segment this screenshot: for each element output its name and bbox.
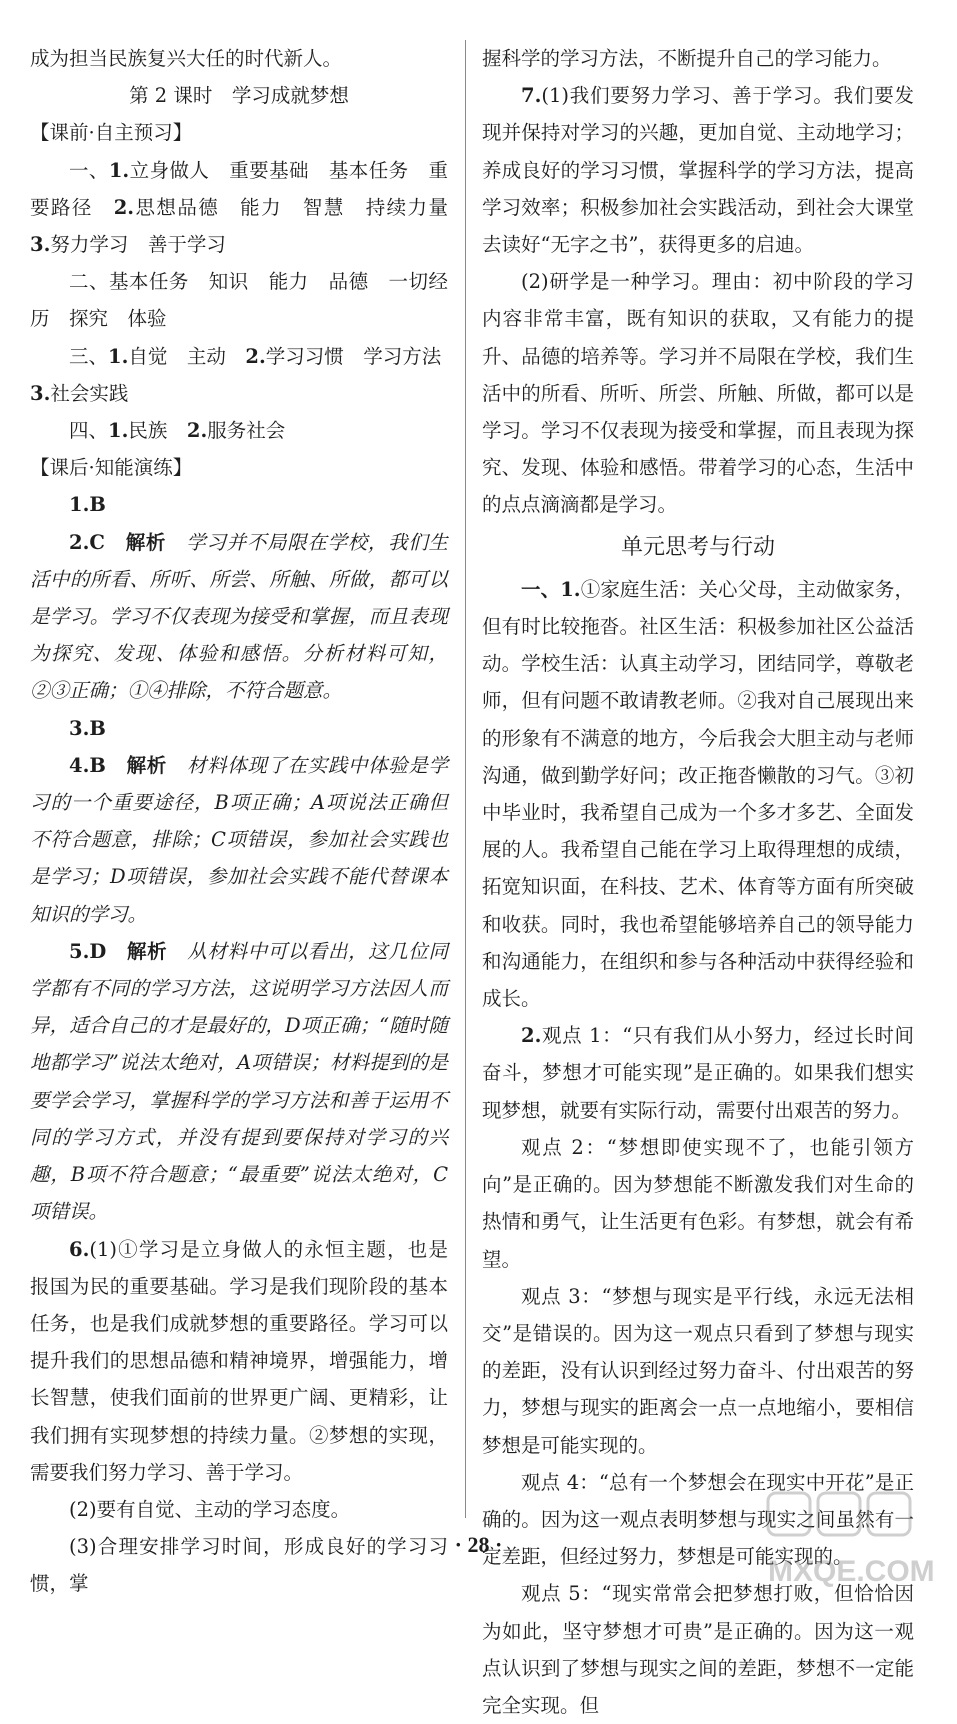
explanation-text: 从材料中可以看出，这几位同学都有不同的学习方法，这说明学习方法因人而异，适合自己的才是最好的，D项正确；“随时随地都学习”说法太绝对，A项错误；材料提到的是要学会学习，掌握科学的学习方法和善于运用不同的学习方式，并没有提到要保持对学习的兴趣，B项不符合题意；“最重要”说法太绝对，C项错误。 <box>30 939 448 1224</box>
answer-head: 2. <box>521 1024 542 1048</box>
item-number: 2. <box>186 419 208 443</box>
answer-paragraph: 观点 4：“总有一个梦想会在现实中开花”是正确的。因为这一观点表明梦想与现实之间虽然有一定差距，但经过努力，梦想是可能实现的。 <box>482 1470 914 1569</box>
item-label: 一、 <box>69 158 109 182</box>
answer-q4 <box>30 747 448 933</box>
watermark-logo <box>760 1485 950 1595</box>
answer-paragraph: (2)要有自觉、主动的学习态度。 <box>69 1497 351 1521</box>
left-column <box>30 40 468 1603</box>
answer-paragraph: 二、基本任务 知识 能力 品德 一切经历 探究 体验 <box>30 270 448 331</box>
answer-q1: 1.B <box>69 493 106 517</box>
answer-text: 自觉 主动 <box>128 344 246 368</box>
watermark-text: MXQE.COM <box>768 1555 935 1588</box>
answer-text: 思想品德 能力 智慧 持续力量 <box>134 195 468 219</box>
item-label: 三、 <box>69 344 109 368</box>
unit-title: 单元思考与行动 <box>620 534 775 560</box>
answer-head: 2.C 解析 <box>69 530 167 554</box>
text-line: 握科学的学习方法，不断提升自己的学习能力。 <box>482 47 892 70</box>
answer-q7 <box>482 77 914 263</box>
answer-text: 立身做人 重要基础 基本任务 重要路径 <box>30 158 448 219</box>
answer-head: 5.D 解析 <box>69 939 168 963</box>
item-number: 2. <box>245 344 266 368</box>
answer-q3: 3.B <box>69 716 106 740</box>
item-number: 1. <box>108 419 129 443</box>
item-number: 3. <box>30 233 51 257</box>
answer-head: 4.B 解析 <box>69 753 167 777</box>
answer-text: 学习习惯 学习方法 <box>265 344 442 368</box>
item-label: 四、 <box>69 419 109 443</box>
answer-head: 一、1. <box>521 577 581 601</box>
answer-text: 努力学习 善于学习 <box>50 233 226 257</box>
answer-u1 <box>482 571 914 1017</box>
answer-text: 观点 1：“只有我们从小努力，经过长时间奋斗，梦想才可能实现”是正确的。如果我们想实现梦想，就要有实际行动，需要付出艰苦的努力。 <box>482 1024 914 1122</box>
answer-paragraph <box>30 412 448 449</box>
section-heading-practice: 【课后·知能演练】 <box>30 456 193 480</box>
answer-head: 7. <box>521 84 542 108</box>
section-heading-preview: 【课前·自主预习】 <box>30 121 193 145</box>
page-number: · 28 · <box>454 1532 503 1557</box>
answer-paragraph: (2)研学是一种学习。理由：初中阶段的学习内容非常丰富，既有知识的获取，又有能力的提升、品德的培养等。学习并不局限在学校，我们生活中的所看、所听、所尝、所触、所做，都可以是学习。学习不仅表现为接受和掌握，而且表现为探究、发现、体验和感悟。带着学习的心态，生活中的点点滴滴都是学习。 <box>482 270 914 517</box>
answer-text: ①家庭生活：关心父母，主动做家务，但有时比较拖沓。社区生活：积极参加社区公益活动。学校生活：认真主动学习，团结同学，尊敬老师，但有问题不敢请教老师。②我对自己展现出来的形象有不满意的地方，今后我会大胆主动与老师沟通，做到勤学好问；改正拖沓懒散的习气。③初中毕业时，我希望自己成为一个多才多艺、全面发展的人。我希望自己能在学习上取得理想的成绩，拓宽知识面，在科技、艺术、体育等方面有所突破和收获。同时，我也希望能够培养自己的领导能力和沟通能力，在组织和参与各种活动中获得经验和成长。 <box>482 577 914 1011</box>
answer-u2 <box>482 1017 914 1129</box>
item-number: 1. <box>108 158 130 182</box>
column-divider <box>465 40 466 1518</box>
answer-paragraph <box>30 338 448 375</box>
lesson-title: 第 2 课时 学习成就梦想 <box>129 84 349 108</box>
answer-text: 服务社会 <box>207 419 286 443</box>
explanation-text: 材料体现了在实践中体验是学习的一个重要途径，B项正确；A项说法正确但不符合题意，排除；C项错误，参加社会实践也是学习；D项错误，参加社会实践不能代替课本知识的学习。 <box>30 753 448 926</box>
right-column <box>482 40 914 1724</box>
answer-paragraph: 观点 3：“梦想与现实是平行线，永远无法相交”是错误的。因为这一观点只看到了梦想与现实的差距，没有认识到经过努力奋斗、付出艰苦的努力，梦想与现实的距离会一点一点地缩小，要相信梦想是可能实现的。 <box>482 1284 914 1457</box>
item-number: 2. <box>113 195 135 219</box>
answer-paragraph: 观点 2：“梦想即使实现不了，也能引领方向”是正确的。因为梦想能不断激发我们对生命的热情和勇气，让生活更有色彩。有梦想，就会有希望。 <box>482 1135 914 1271</box>
answer-text: (1)我们要努力学习、善于学习。我们要发现并保持对学习的兴趣，更加自觉、主动地学习；养成良好的学习习惯，掌握科学的学习方法，提高学习效率；积极参加社会实践活动，到社会大课堂去读好“无字之书”，获得更多的启迪。 <box>482 84 914 257</box>
answer-paragraph <box>30 152 468 264</box>
answer-paragraph <box>30 375 448 412</box>
answer-paragraph: (3)合理安排学习时间，形成良好的学习习惯，掌 <box>30 1535 448 1596</box>
item-number: 1. <box>108 344 129 368</box>
answer-text: 民族 <box>128 419 187 443</box>
answer-paragraph: 观点 5：“现实常常会把梦想打败，但恰恰因为如此，坚守梦想才可贵”是正确的。因为这一观点认识到了梦想与现实之间的差距，梦想不一定能完全实现。但 <box>482 1582 914 1717</box>
item-number: 3. <box>30 381 51 405</box>
answer-text: (1)①学习是立身做人的永恒主题，也是报国为民的重要基础。学习是我们现阶段的基本任务，也是我们成就梦想的重要路径。学习可以提升我们的思想品德和精神境界，增强能力，增长智慧，使我们面前的世界更广阔、更精彩，让我们拥有实现梦想的持续力量。②梦想的实现，需要我们努力学习、善于学习。 <box>30 1237 448 1484</box>
answer-q2 <box>30 524 448 710</box>
explanation-text: 学习并不局限在学校，我们生活中的所看、所听、所尝、所触、所做，都可以是学习。学习不仅表现为接受和掌握，而且表现为探究、发现、体验和感悟。分析材料可知，②③正确；①④排除，不符合题意。 <box>30 530 448 703</box>
answer-head: 6. <box>69 1237 90 1261</box>
answer-q6 <box>30 1231 448 1491</box>
answer-text: 社会实践 <box>50 381 129 405</box>
answer-q5 <box>30 933 448 1231</box>
text-line: 成为担当民族复兴大任的时代新人。 <box>30 47 343 70</box>
